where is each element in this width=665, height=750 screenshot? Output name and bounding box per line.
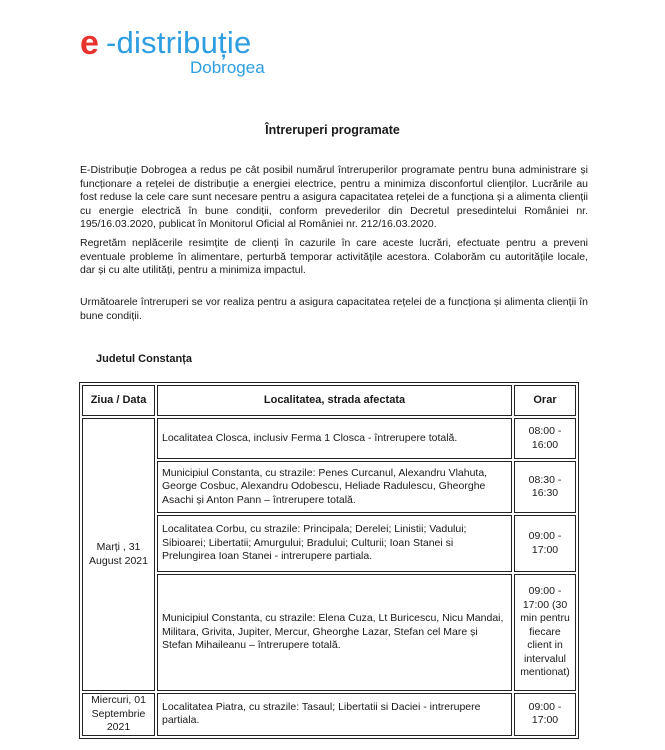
hours-cell: 09:00 - 17:00 [514,693,576,736]
location-cell: Municipiul Constanta, cu strazile: Elena Cuza, Lt Buricescu, Nicu Mandai, Militara, Grivita, Jupiter, Mercur, Gheorghe Lazar, Stefan cel Mare și Stefan Mihaileanu – întrerupere totală. [157,574,512,691]
table-row [82,461,576,513]
county-heading: Judetul Constanța [96,353,192,365]
header-location: Localitatea, strada afectata [157,385,512,416]
page-title: Întreruperi programate [265,123,400,137]
location-cell: Localitatea Piatra, cu strazile: Tasaul; Libertatii si Daciei - intrerupere partiala. [157,693,512,736]
table-header-row [82,385,576,416]
hours-cell: 08:30 - 16:30 [514,461,576,513]
intro-paragraph: E-Distribuție Dobrogea a redus pe cât posibil numărul întreruperilor programate pentru buna administrare și funcționare a rețelei de distribuție a energiei electrice, pentru a minimiza disconfortul clienților. Lucrările au fost reduse la cele care sunt necesare pentru a asigura capacitatea rețelei de a funcționa și a alimenta clienții cu energie electrică în bune condiții, conform prevederilor din Decretul presedintelui României nr. 195/16.03.2020, publicat în Monitorul Oficial al României nr. 212/16.03.2020. [80,164,588,230]
day-cell: Miercuri, 01 Septembrie 2021 [82,693,155,736]
logo-e-mark: e [80,24,99,62]
location-cell: Localitatea Closca, inclusiv Ferma 1 Closca - întrerupere totală. [157,418,512,459]
header-day: Ziua / Data [82,385,155,416]
header-hours: Orar [514,385,576,416]
hours-cell: 09:00 - 17:00 (30 min pentru fiecare client in intervalul mentionat) [514,574,576,691]
day-cell: Marți , 31 August 2021 [82,418,155,691]
table-row [82,693,576,736]
table-row [82,515,576,572]
e-distributie-logo [80,22,310,82]
apology-paragraph: Regretăm neplăcerile resimțite de clienți în cazurile în care aceste lucrări, efectuate pentru a preveni eventuale probleme în alimentare, perturbă temporar activitățile acestora. Colaborăm cu autoritățile locale, dar și cu alte utilități, pentru a minimiza impactul. [80,237,588,276]
hours-cell: 09:00 - 17:00 [514,515,576,572]
logo-name: -distribuție [106,25,252,60]
location-cell: Localitatea Corbu, cu strazile: Principala; Derelei; Linistii; Vadului; Sibioarei; Libertatii; Amurgului; Bradului; Culturii; Ioan Stanei si Prelungirea Ioan Stanei - intrerupere partiala. [157,515,512,572]
notice-paragraph: Următoarele întreruperi se vor realiza pentru a asigura capacitatea rețelei de a funcționa și alimenta clienții în bune condiții. [80,296,588,322]
location-cell: Municipiul Constanta, cu strazile: Penes Curcanul, Alexandru Vlahuta, George Cosbuc, Alexandru Odobescu, Heliade Radulescu, Gheorghe Asachi și Anton Pann – întrerupere totală. [157,461,512,513]
table-row [82,574,576,691]
logo-region: Dobrogea [190,58,265,77]
outage-schedule-table [79,382,579,739]
hours-cell: 08:00 - 16:00 [514,418,576,459]
table-row [82,418,576,459]
